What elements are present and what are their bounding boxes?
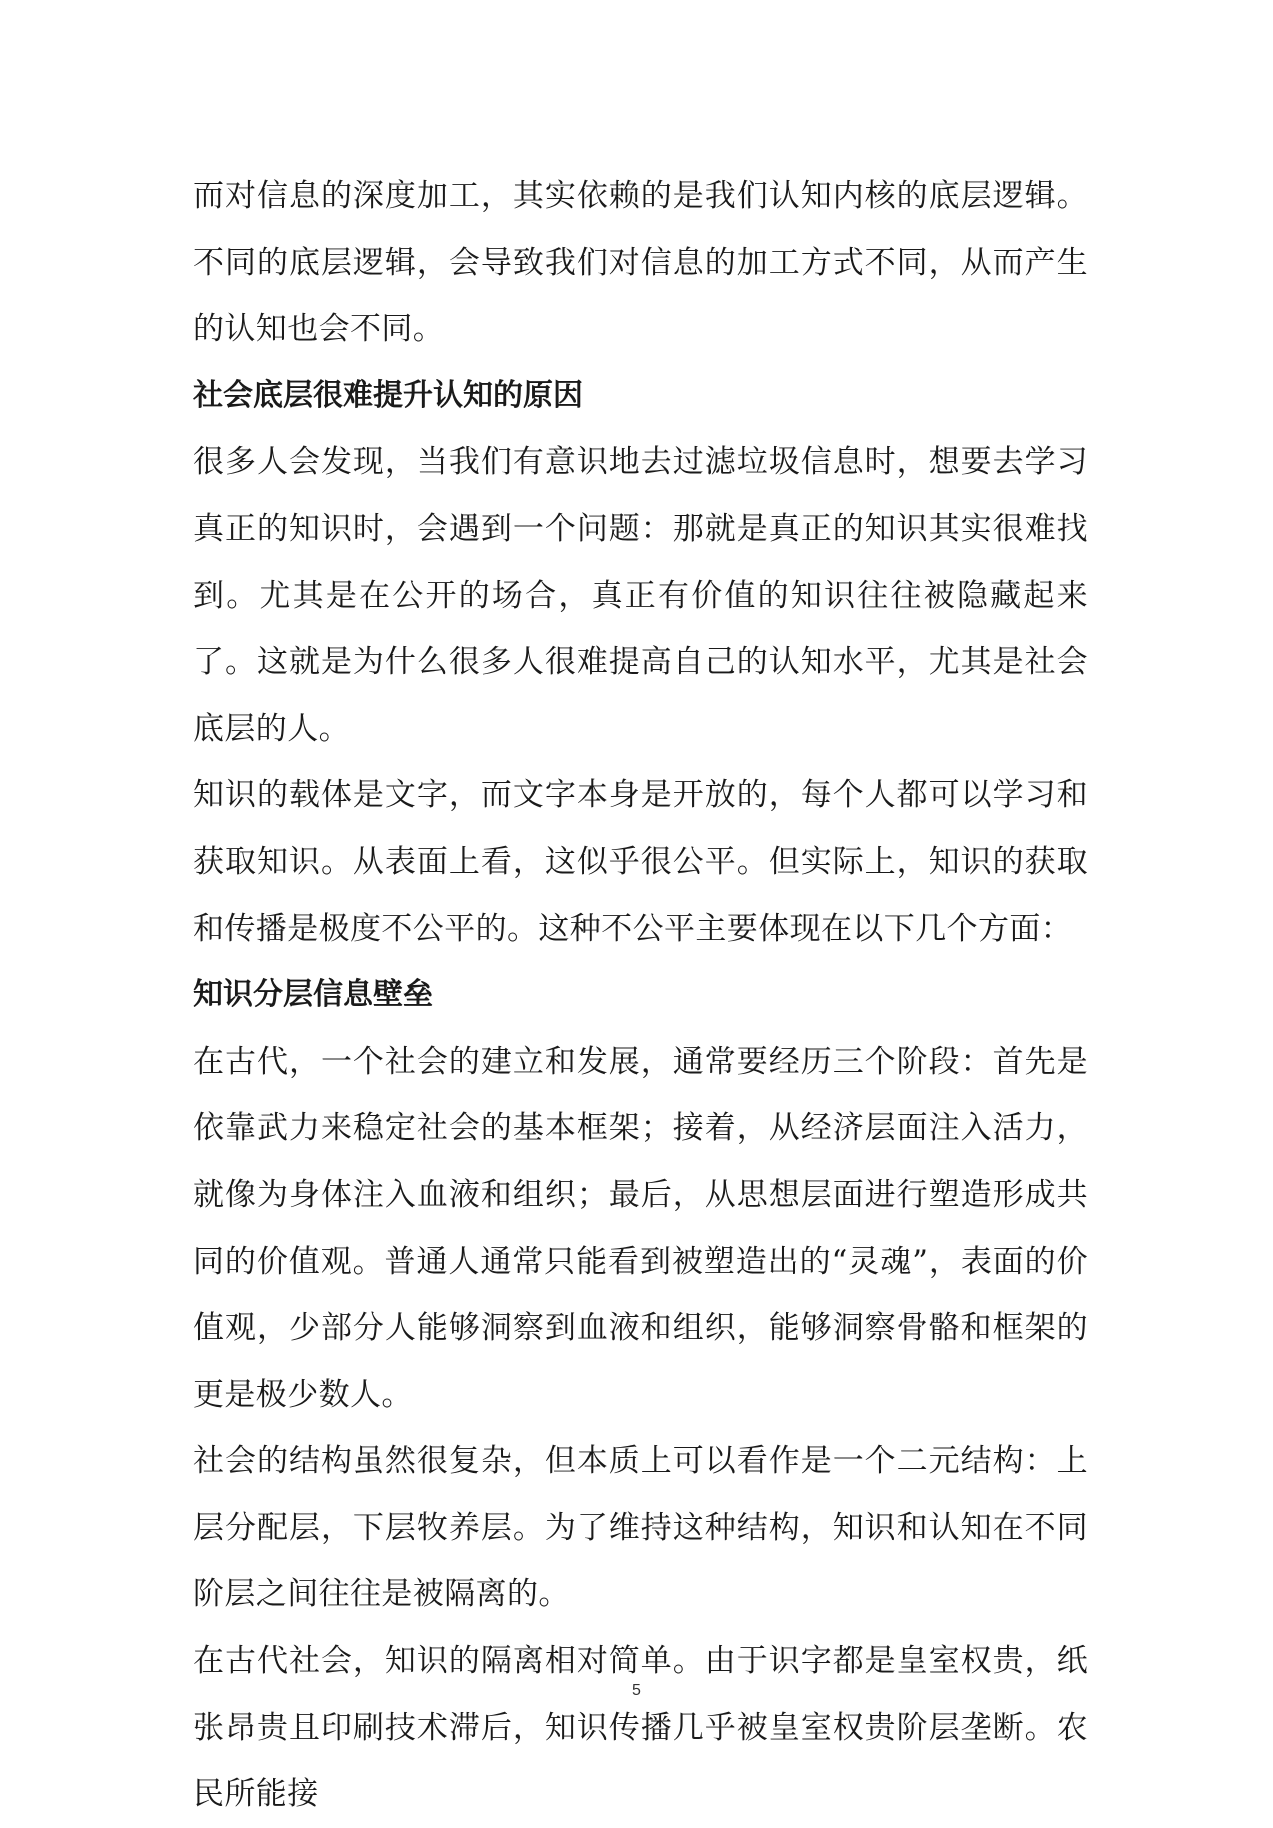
paragraph-4: 在古代，一个社会的建立和发展，通常要经历三个阶段：首先是依靠武力来稳定社会的基本框架；接着，从经济层面注入活力，就像为身体注入血液和组织；最后，从思想层面进行塑造形成共同的价值观。普通人通常只能看到被塑造出的“灵魂”，表面的价值观，少部分人能够洞察到血液和组织，能够洞察骨骼和框架的更是极少数人。 [193,1043,1088,1413]
paragraph-6: 在古代社会，知识的隔离相对简单。由于识字都是皇室权贵，纸张昂贵且印刷技术滞后，知识传播几乎被皇室权贵阶层垄断。农民所能接 [193,1643,1088,1813]
heading-social-bottom: 社会底层很难提升认知的原因 [193,377,583,413]
paragraph-1: 而对信息的深度加工，其实依赖的是我们认知内核的底层逻辑。不同的底层逻辑，会导致我们对信息的加工方式不同，从而产生的认知也会不同。 [193,178,1088,348]
paragraph-3: 知识的载体是文字，而文字本身是开放的，每个人都可以学习和获取知识。从表面上看，这似乎很公平。但实际上，知识的获取和传播是极度不公平的。这种不公平主要体现在以下几个方面： [193,777,1088,947]
heading-knowledge-layers: 知识分层信息壁垒 [193,977,433,1013]
page-number: 5 [632,1682,641,1699]
paragraph-2: 很多人会发现，当我们有意识地去过滤垃圾信息时，想要去学习真正的知识时，会遇到一个问题：那就是真正的知识其实很难找到。尤其是在公开的场合，真正有价值的知识往往被隐藏起来了。这就是为什么很多人很难提高自己的认知水平，尤其是社会底层的人。 [193,444,1088,747]
document-body [193,163,1088,1828]
paragraph-5: 社会的结构虽然很复杂，但本质上可以看作是一个二元结构：上层分配层，下层牧养层。为了维持这种结构，知识和认知在不同阶层之间往往是被隔离的。 [193,1443,1088,1613]
